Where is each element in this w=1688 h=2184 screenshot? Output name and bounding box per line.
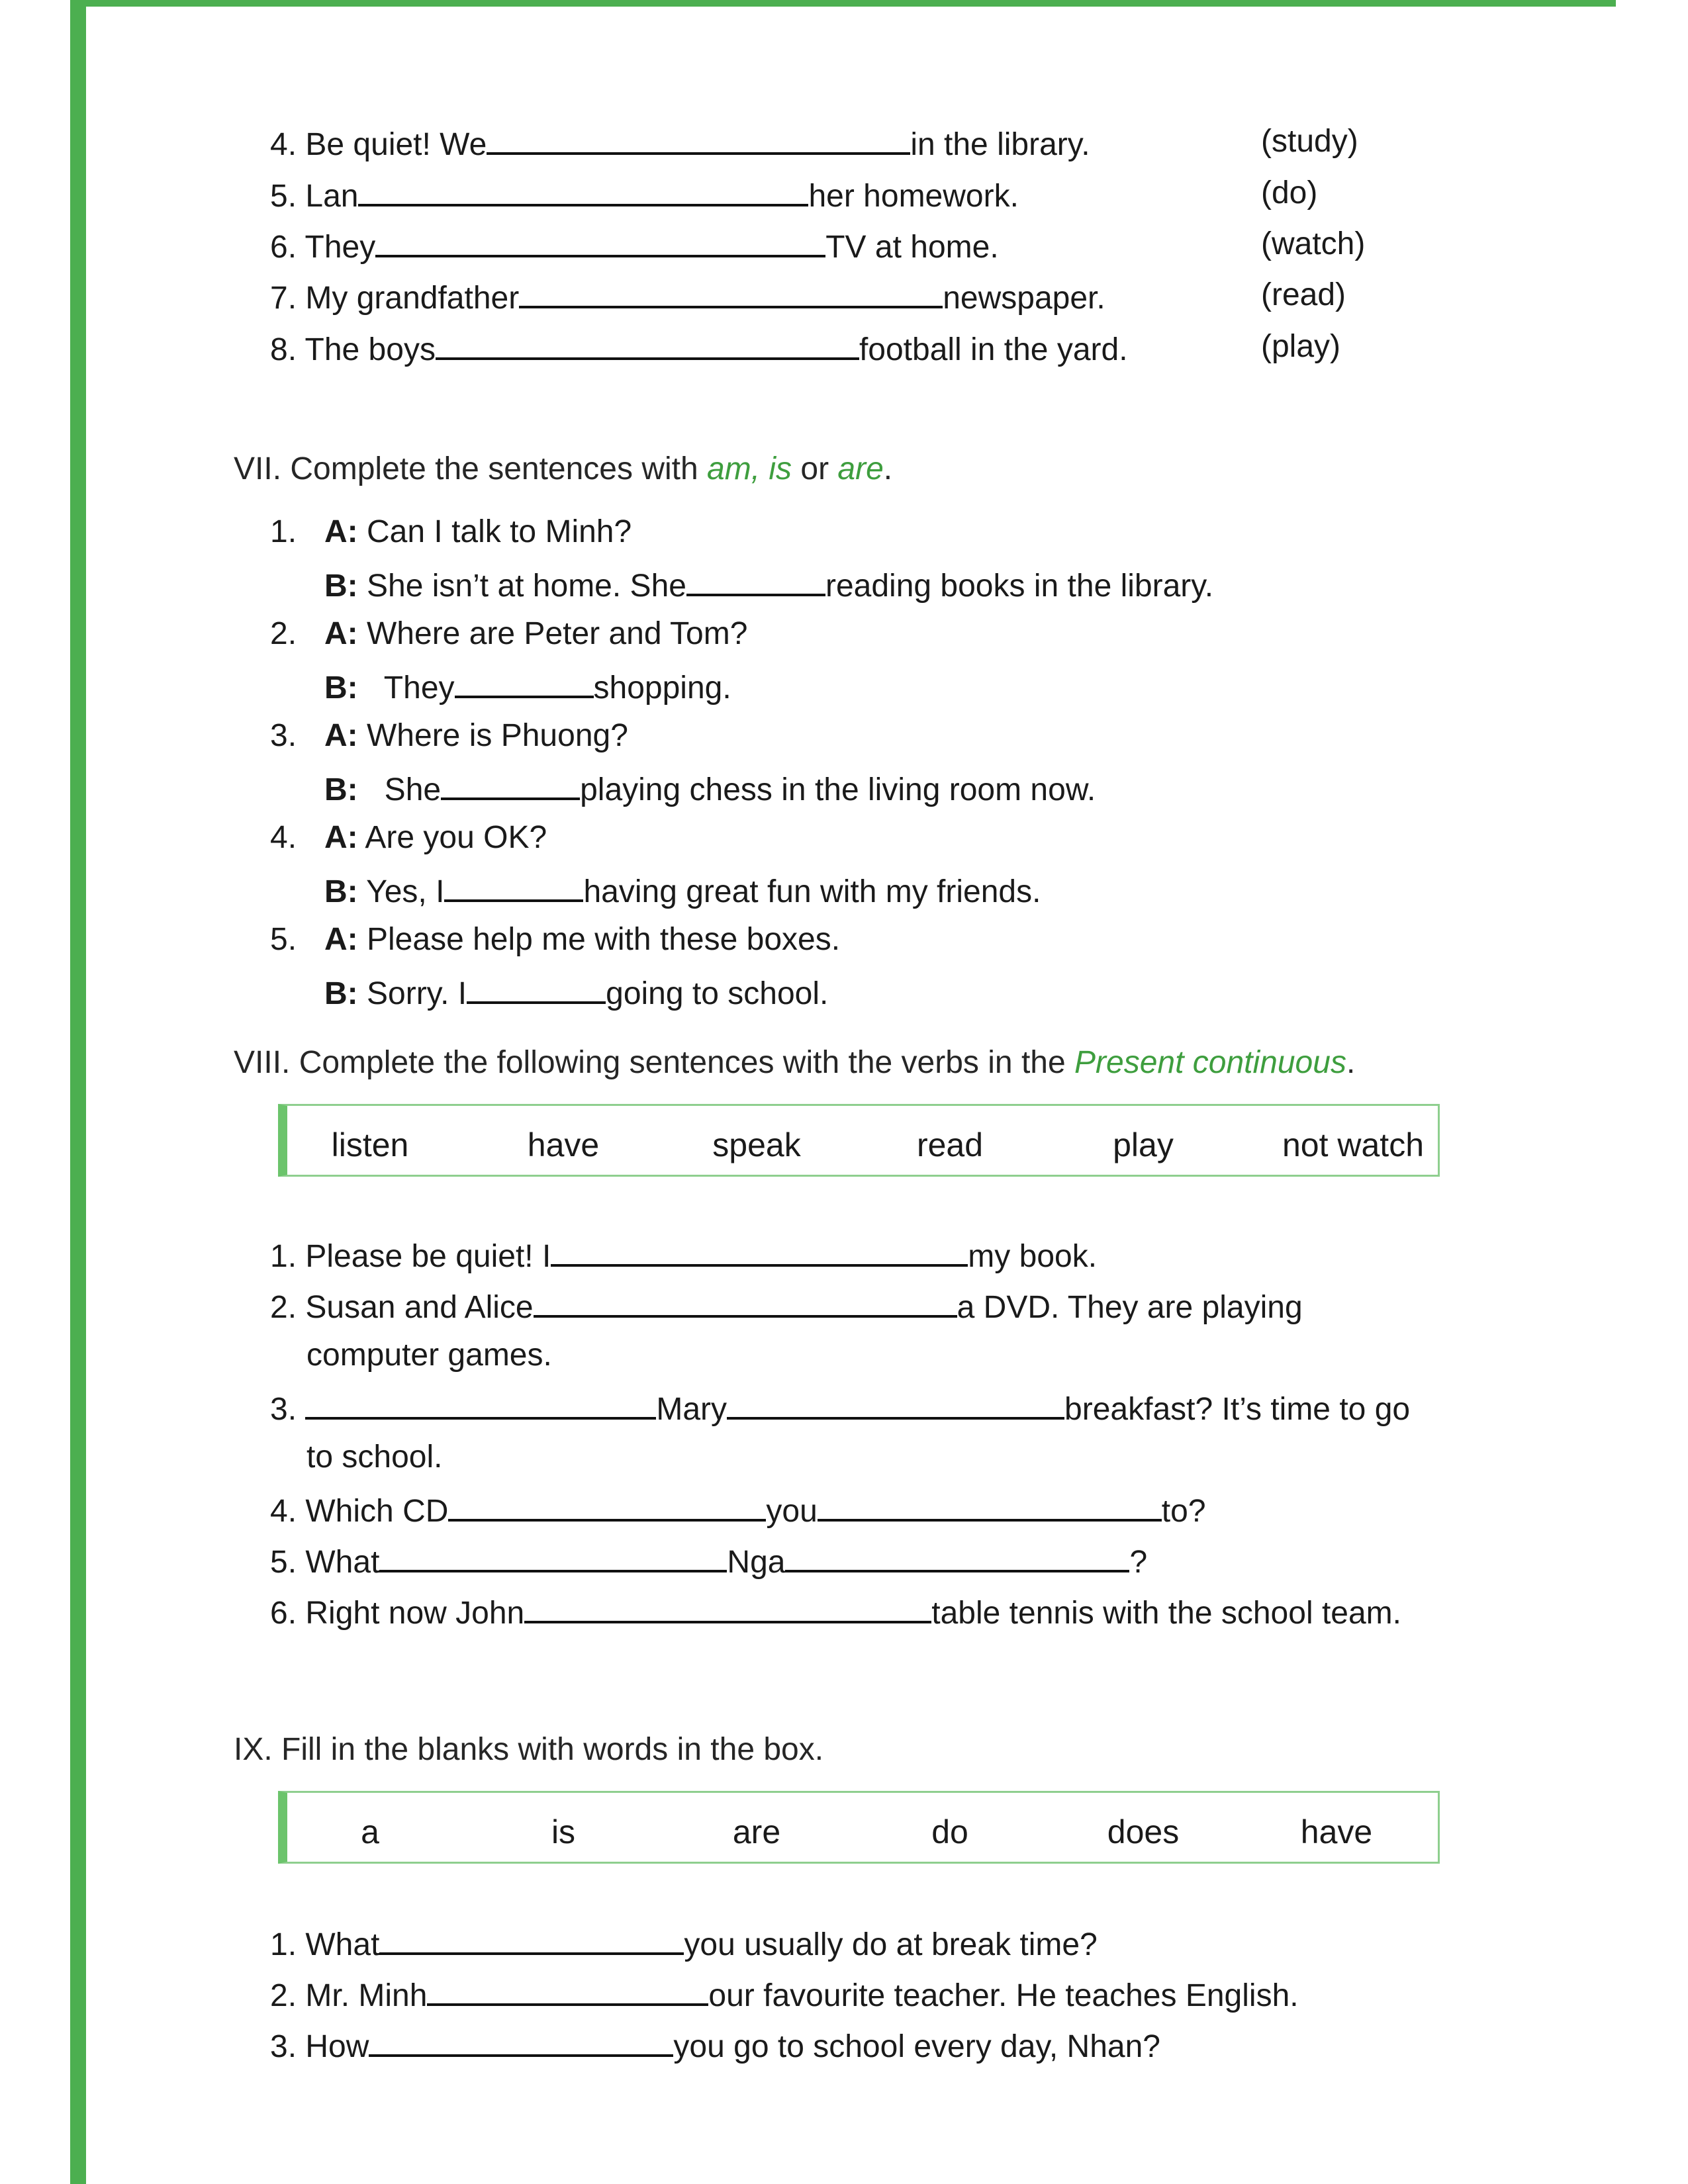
section-viii-heading: VIII. Complete the following sentences with the verbs in the Present continuous. xyxy=(234,1045,1356,1080)
vi-hint-8: (play) xyxy=(1261,329,1341,364)
vii-item-4-a: 4. A: Are you OK? xyxy=(270,820,547,855)
answer-blank[interactable] xyxy=(427,1977,708,2006)
viii-item-2-cont: computer games. xyxy=(306,1338,552,1373)
box-word: does xyxy=(1107,1813,1180,1850)
answer-blank[interactable] xyxy=(467,975,606,1004)
box-word: are xyxy=(732,1813,781,1850)
vii-item-2-a: 2. A: Where are Peter and Tom? xyxy=(270,616,748,651)
vii-item-1-b: B: She isn’t at home. She reading books in the library. xyxy=(324,569,1214,604)
box-word: have xyxy=(527,1126,600,1163)
vi-item-7: 7. My grandfather newspaper. xyxy=(270,281,1105,316)
answer-blank[interactable] xyxy=(551,1238,968,1267)
answer-blank[interactable] xyxy=(686,567,825,596)
box-word: do xyxy=(931,1813,968,1850)
answer-blank[interactable] xyxy=(379,1926,684,1955)
vii-item-1-a: 1. A: Can I talk to Minh? xyxy=(270,514,632,549)
viii-item-3-cont: to school. xyxy=(306,1439,443,1475)
vii-item-3-a: 3. A: Where is Phuong? xyxy=(270,718,628,753)
word-box-viii xyxy=(278,1104,1440,1177)
box-word: have xyxy=(1300,1813,1373,1850)
vi-hint-6: (watch) xyxy=(1261,226,1366,261)
box-word: a xyxy=(361,1813,379,1850)
viii-item-2: 2. Susan and Alice a DVD. They are playing xyxy=(270,1290,1303,1325)
box-word: listen xyxy=(331,1126,409,1163)
answer-blank[interactable] xyxy=(524,1594,931,1623)
section-ix-heading: IX. Fill in the blanks with words in the box. xyxy=(234,1732,824,1767)
page-border-left xyxy=(70,0,86,2184)
answer-blank[interactable] xyxy=(441,771,580,800)
answer-blank[interactable] xyxy=(369,2028,673,2057)
vi-item-8: 8. The boys football in the yard. xyxy=(270,332,1128,367)
vi-item-5: 5. Lan her homework. xyxy=(270,179,1019,214)
answer-blank[interactable] xyxy=(436,331,859,360)
vii-item-3-b: B: She playing chess in the living room now. xyxy=(324,772,1096,807)
box-word: not watch xyxy=(1282,1126,1424,1163)
vi-hint-5: (do) xyxy=(1261,175,1318,210)
viii-item-6: 6. Right now John table tennis with the school team. xyxy=(270,1596,1401,1631)
vii-item-2-b: B: They shopping. xyxy=(324,670,731,705)
answer-blank[interactable] xyxy=(519,279,943,308)
box-word: play xyxy=(1113,1126,1174,1163)
ix-item-3: 3. How you go to school every day, Nhan? xyxy=(270,2029,1160,2064)
answer-blank[interactable] xyxy=(785,1543,1129,1572)
vi-hint-4: (study) xyxy=(1261,124,1358,159)
answer-blank[interactable] xyxy=(444,873,583,902)
box-word: read xyxy=(916,1126,984,1163)
page-border-top xyxy=(70,0,1616,7)
vi-item-4: 4. Be quiet! We in the library. xyxy=(270,127,1090,162)
answer-blank[interactable] xyxy=(379,1543,727,1572)
word-box-ix xyxy=(278,1791,1440,1864)
vi-item-6: 6. They TV at home. xyxy=(270,230,999,265)
viii-item-1: 1. Please be quiet! I my book. xyxy=(270,1239,1098,1274)
ix-item-1: 1. What you usually do at break time? xyxy=(270,1927,1098,1962)
answer-blank[interactable] xyxy=(818,1492,1162,1522)
vii-item-4-b: B: Yes, I having great fun with my friends. xyxy=(324,874,1041,909)
viii-item-4: 4. Which CD you to? xyxy=(270,1494,1206,1529)
vii-item-5-a: 5. A: Please help me with these boxes. xyxy=(270,922,841,957)
answer-blank[interactable] xyxy=(727,1390,1064,1420)
box-word: speak xyxy=(712,1126,801,1163)
vi-hint-7: (read) xyxy=(1261,277,1346,312)
answer-blank[interactable] xyxy=(305,1390,656,1420)
viii-item-5: 5. What Nga ? xyxy=(270,1545,1148,1580)
ix-item-2: 2. Mr. Minh our favourite teacher. He teaches English. xyxy=(270,1978,1299,2013)
answer-blank[interactable] xyxy=(455,669,594,698)
box-word: is xyxy=(551,1813,576,1850)
answer-blank[interactable] xyxy=(375,228,825,257)
answer-blank[interactable] xyxy=(448,1492,766,1522)
answer-blank[interactable] xyxy=(534,1289,957,1318)
section-vii-heading: VII. Complete the sentences with am, is or are. xyxy=(234,451,893,486)
answer-blank[interactable] xyxy=(487,126,910,155)
answer-blank[interactable] xyxy=(358,177,808,206)
vii-item-5-b: B: Sorry. I going to school. xyxy=(324,976,829,1011)
viii-item-3: 3. Mary breakfast? It’s time to go xyxy=(270,1392,1411,1427)
